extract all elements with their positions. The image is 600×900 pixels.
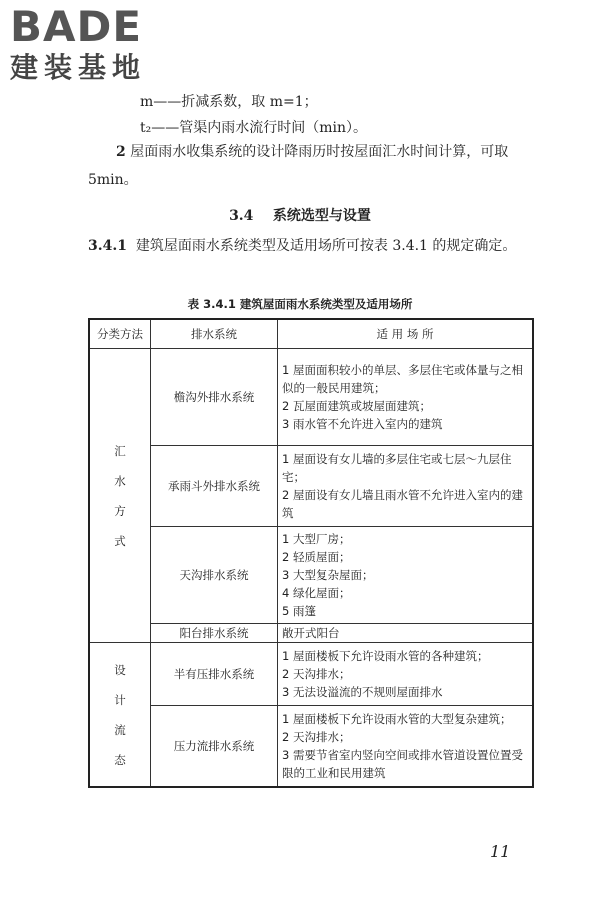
item-2-text: 屋面雨水收集系统的设计降雨历时按屋面汇水时间计算，可取 5min。: [88, 144, 509, 188]
item-2-number: 2: [116, 144, 126, 160]
usage-cell: 1 屋面楼板下允许设雨水管的各种建筑； 2 天沟排水； 3 无法设溢流的不规则屋面排水: [278, 643, 534, 706]
usage-cell: 1 大型厂房； 2 轻质屋面； 3 大型复杂屋面； 4 绿化屋面； 5 雨篷: [278, 527, 534, 624]
m-definition: m——折减系数，取 m=1；: [140, 94, 318, 110]
section-title: 系统选型与设置: [272, 208, 371, 224]
usage-cell: 敞开式阳台: [278, 624, 534, 643]
system-cell: 压力流排水系统: [151, 706, 278, 788]
table-row: [89, 446, 533, 527]
header-usage: 适 用 场 所: [278, 319, 534, 349]
section-heading: [0, 205, 600, 225]
header-category: 分类方法: [89, 319, 151, 349]
system-cell: 承雨斗外排水系统: [151, 446, 278, 527]
category-cell: 设 计 流 态: [89, 643, 151, 788]
table-row: [89, 624, 533, 643]
item-2-paragraph: [88, 138, 535, 194]
table-row: [89, 643, 533, 706]
table-header-row: [89, 319, 533, 349]
logo-subtitle: 建装基地: [10, 51, 147, 84]
system-cell: 天沟排水系统: [151, 527, 278, 624]
clause-3-4-1: [88, 232, 535, 260]
header-system: 排水系统: [151, 319, 278, 349]
usage-cell: 1 屋面楼板下允许设雨水管的大型复杂建筑； 2 天沟排水； 3 需要节省室内竖向空间或排水管道设置位置受限的工业和民用建筑: [278, 706, 534, 788]
table-caption: 表 3.4.1 建筑屋面雨水系统类型及适用场所: [187, 297, 413, 311]
table-row: [89, 349, 533, 446]
table-row: [89, 527, 533, 624]
system-types-table: [88, 318, 534, 788]
clause-number: 3.4.1: [88, 238, 127, 254]
table-row: [89, 706, 533, 788]
system-cell: 半有压排水系统: [151, 643, 278, 706]
t2-definition: t₂——管渠内雨水流行时间（min）。: [140, 120, 368, 136]
logo-wordmark: BADE: [10, 2, 143, 51]
clause-text: 建筑屋面雨水系统类型及适用场所可按表 3.4.1 的规定确定。: [135, 238, 517, 254]
brand-logo: [10, 4, 180, 94]
category-cell: 汇 水 方 式: [89, 349, 151, 643]
usage-cell: 1 屋面设有女儿墙的多层住宅或七层～九层住宅； 2 屋面设有女儿墙且雨水管不允许进入室内的建筑: [278, 446, 534, 527]
section-number: 3.4: [229, 208, 254, 224]
page-number: 11: [490, 842, 511, 861]
usage-cell: 1 屋面面积较小的单层、多层住宅或体量与之相似的一般民用建筑； 2 瓦屋面建筑或坡屋面建筑； 3 雨水管不允许进入室内的建筑: [278, 349, 534, 446]
system-cell: 檐沟外排水系统: [151, 349, 278, 446]
system-cell: 阳台排水系统: [151, 624, 278, 643]
